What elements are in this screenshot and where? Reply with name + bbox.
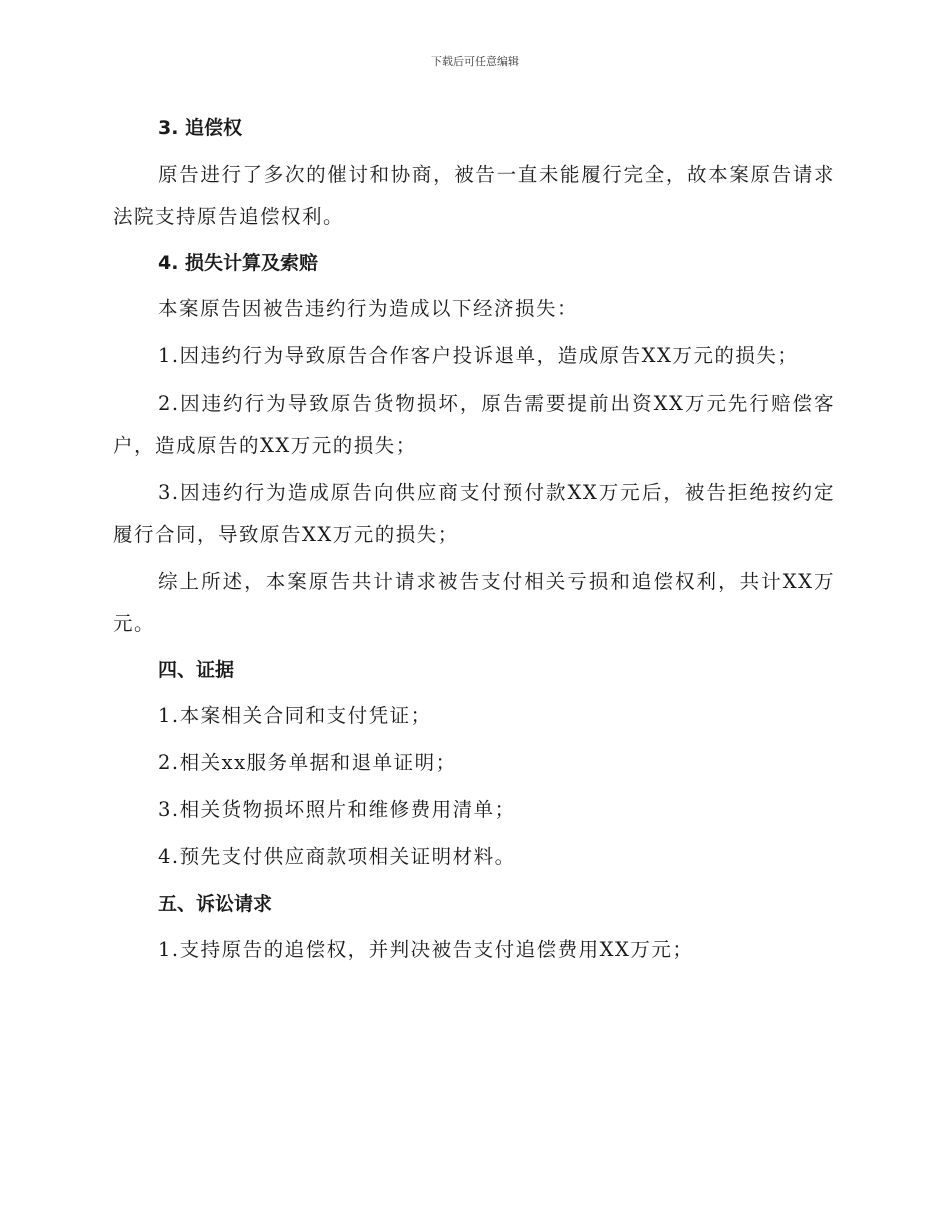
evidence-item: 4.预先支付供应商款项相关证明材料。 [158, 845, 516, 868]
section-heading-loss: 4. 损失计算及索赔 [158, 252, 319, 274]
section-heading-evidence: 四、证据 [158, 659, 235, 681]
paragraph-loss-item-1: 1.因违约行为导致原告合作客户投诉退单，造成原告XX万元的损失； [158, 344, 799, 367]
paragraph-loss-item-3: 3.因违约行为造成原告向供应商支付预付款XX万元后，被告拒绝按约定履行合同，导致原告XX万元的损失； [113, 481, 835, 546]
document-body [113, 108, 835, 977]
evidence-item: 2.相关xx服务单据和退单证明； [158, 751, 457, 774]
claim-item: 1.支持原告的追偿权，并判决被告支付追偿费用XX万元； [158, 938, 694, 961]
paragraph-loss-summary: 综上所述，本案原告共计请求被告支付相关亏损和追偿权利，共计XX万元。 [113, 570, 835, 635]
section-heading-recourse: 3. 追偿权 [158, 117, 243, 139]
paragraph-loss-intro: 本案原告因被告违约行为造成以下经济损失： [158, 297, 579, 320]
evidence-item: 1.本案相关合同和支付凭证； [158, 704, 432, 727]
evidence-item: 3.相关货物损坏照片和维修费用清单； [158, 798, 516, 821]
paragraph-recourse: 原告进行了多次的催讨和协商，被告一直未能履行完全，故本案原告请求法院支持原告追偿权利。 [113, 163, 835, 228]
section-heading-claims: 五、诉讼请求 [158, 893, 273, 915]
page-header: 下载后可任意编辑 [431, 55, 519, 68]
paragraph-loss-item-2: 2.因违约行为导致原告货物损坏，原告需要提前出资XX万元先行赔偿客户，造成原告的XX万元的损失； [113, 392, 835, 457]
